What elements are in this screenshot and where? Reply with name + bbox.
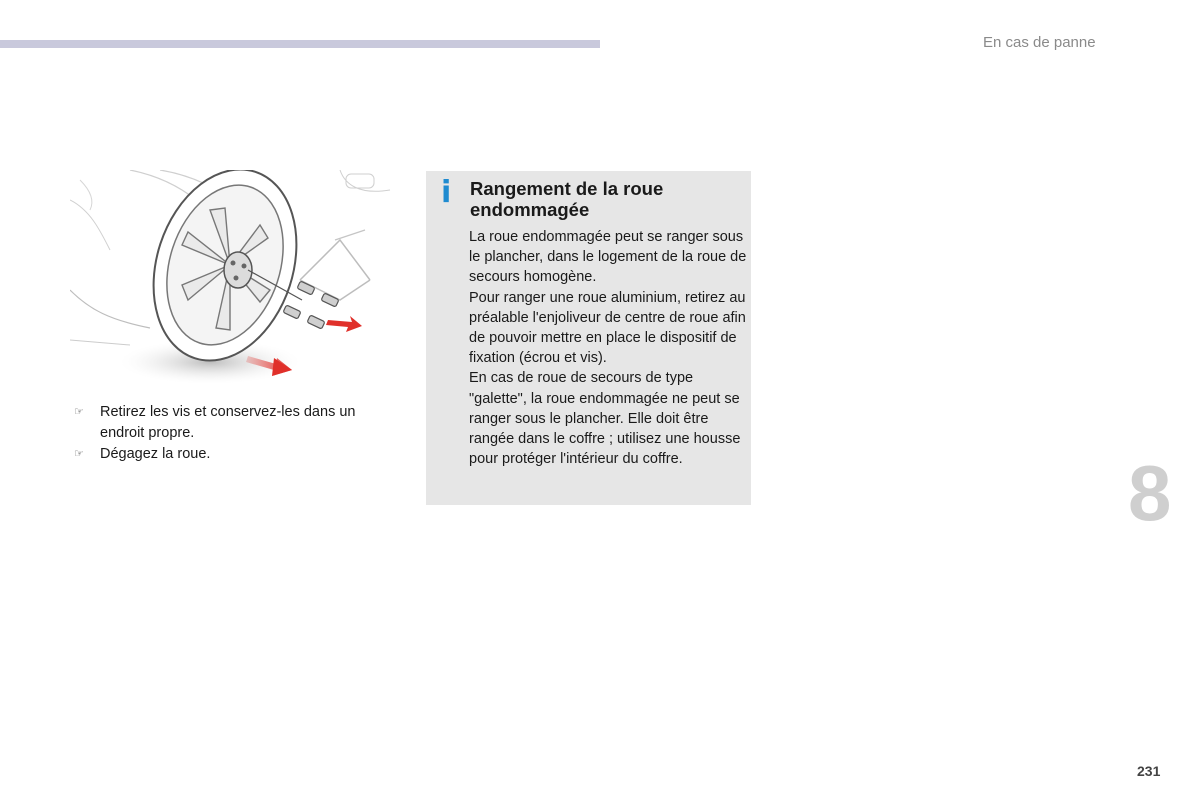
section-title: En cas de panne	[983, 34, 1096, 51]
header-accent-bar	[0, 40, 600, 48]
pointing-hand-icon: ☞	[74, 406, 84, 418]
info-paragraph: En cas de roue de secours de type "galette", la roue endommagée ne peut se ranger sous le plancher. Elle doit être rangée dans le coffre ; utilisez une housse pour protéger l'intérieur du coffre.	[469, 370, 741, 468]
pointing-hand-icon: ☞	[74, 448, 84, 460]
wheel-removal-illustration	[70, 170, 400, 390]
info-paragraph: Pour ranger une roue aluminium, retirez au préalable l'enjoliveur de centre de roue afin de pouvoir mettre en place le dispositif de fixation (écrou et vis).	[469, 289, 746, 367]
instructions-list	[74, 402, 394, 465]
list-item	[74, 444, 394, 465]
info-box-body	[469, 227, 747, 469]
chapter-number: 8	[1128, 449, 1172, 537]
list-item	[74, 402, 394, 444]
info-box-title: Rangement de la roue endommagée	[470, 178, 664, 220]
instruction-text: Retirez les vis et conservez-les dans un endroit propre.	[100, 404, 356, 441]
info-paragraph: La roue endommagée peut se ranger sous le plancher, dans le logement de la roue de secours homogène.	[469, 229, 747, 286]
info-icon: i	[441, 175, 452, 210]
instruction-text: Dégagez la roue.	[100, 446, 211, 462]
page-number: 231	[1137, 763, 1161, 779]
